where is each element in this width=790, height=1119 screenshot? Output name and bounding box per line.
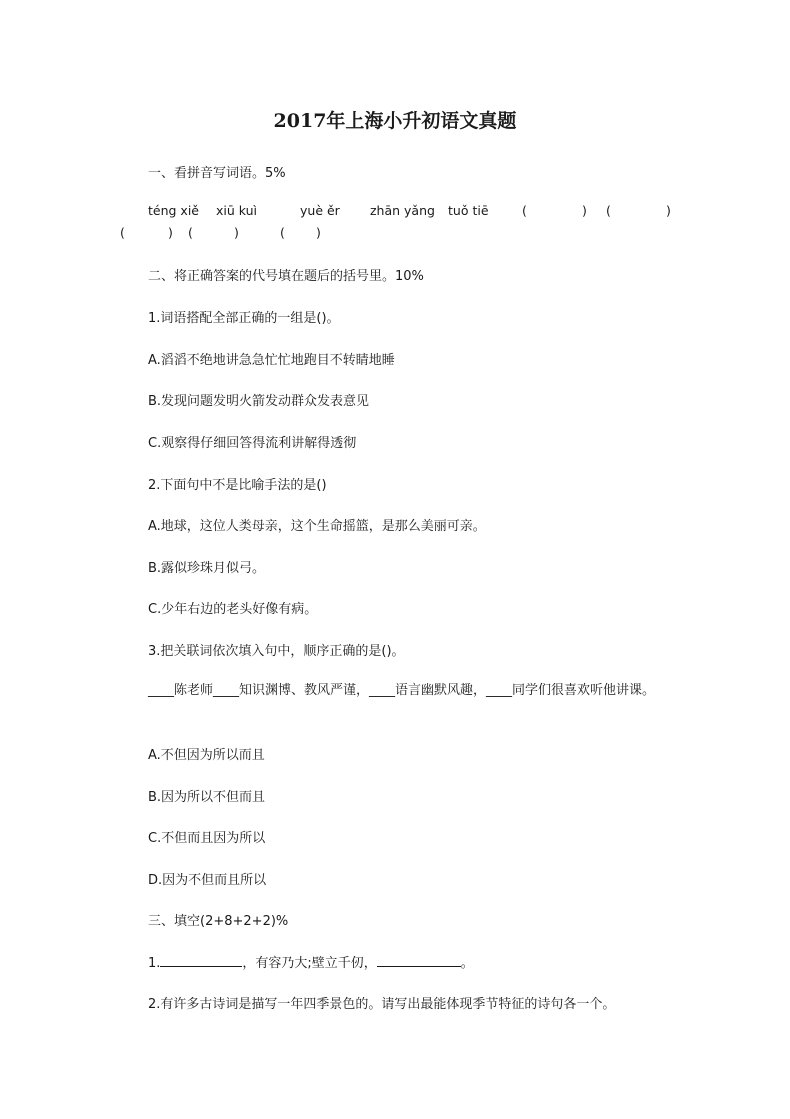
q3-option-c: C.不但而且因为所以 bbox=[148, 831, 266, 846]
q1-option-b: B.发现问题发明火箭发动群众发表意见 bbox=[148, 394, 370, 409]
section-2-heading: 二、将正确答案的代号填在题后的括号里。10% bbox=[148, 269, 424, 284]
q1-option-a: A.滔滔不绝地讲急急忙忙地跑目不转睛地睡 bbox=[148, 353, 395, 368]
document-title: 2017年上海小升初语文真题 bbox=[273, 110, 517, 132]
q2-option-a: A.地球，这位人类母亲，这个生命摇篮，是那么美丽可亲。 bbox=[148, 519, 486, 534]
pinyin-4: zhān yǎng bbox=[370, 203, 435, 218]
q3-option-b: B.因为所以不但而且 bbox=[148, 790, 266, 805]
answer-paren-open-3: ( bbox=[120, 225, 125, 240]
pinyin-5: tuǒ tiē bbox=[448, 203, 489, 218]
answer-paren-close-3: ) bbox=[168, 225, 173, 240]
pinyin-3: yuè ěr bbox=[300, 203, 340, 218]
q3-option-a: A.不但因为所以而且 bbox=[148, 748, 265, 763]
pinyin-1: téng xiě bbox=[148, 203, 199, 218]
q1-stem: 1.词语搭配全部正确的一组是()。 bbox=[148, 311, 340, 326]
pinyin-2: xiū kuì bbox=[216, 203, 258, 218]
answer-paren-open-5: ( bbox=[280, 225, 285, 240]
answer-paren-open-4: ( bbox=[188, 225, 193, 240]
q3-option-d: D.因为不但而且所以 bbox=[148, 873, 267, 888]
fill-blank-1-prefix: 1. bbox=[148, 956, 161, 971]
fill-blank-1-end: 。 bbox=[460, 956, 474, 971]
answer-paren-close-1: ) bbox=[582, 203, 587, 218]
q3-stem: 3.把关联词依次填入句中，顺序正确的是()。 bbox=[148, 644, 405, 659]
q2-stem: 2.下面句中不是比喻手法的是() bbox=[148, 478, 327, 493]
fill-blank-1 bbox=[148, 952, 474, 971]
answer-paren-close-5: ) bbox=[316, 225, 321, 240]
answer-paren-close-4: ) bbox=[234, 225, 239, 240]
fill-blank-1-middle: ，有容乃大;壁立千仞， bbox=[242, 956, 377, 971]
answer-paren-close-2: ) bbox=[666, 203, 671, 218]
q2-option-b: B.露似珍珠月似弓。 bbox=[148, 561, 266, 576]
q3-sentence: ____陈老师____知识渊博、教风严谨，____语言幽默风趣，____同学们很喜欢听他讲课。 bbox=[148, 683, 656, 698]
fill-question-2: 2.有许多古诗词是描写一年四季景色的。请写出最能体现季节特征的诗句各一个。 bbox=[148, 997, 616, 1012]
q1-option-c: C.观察得仔细回答得流利讲解得透彻 bbox=[148, 436, 357, 451]
answer-paren-open-2: ( bbox=[606, 203, 611, 218]
answer-blank-2[interactable] bbox=[377, 954, 461, 967]
section-1-heading: 一、看拼音写词语。5% bbox=[148, 166, 286, 181]
q2-option-c: C.少年右边的老头好像有病。 bbox=[148, 602, 318, 617]
answer-paren-open-1: ( bbox=[522, 203, 527, 218]
section-3-heading: 三、填空(2+8+2+2)% bbox=[148, 914, 289, 929]
answer-blank-1[interactable] bbox=[160, 954, 242, 967]
